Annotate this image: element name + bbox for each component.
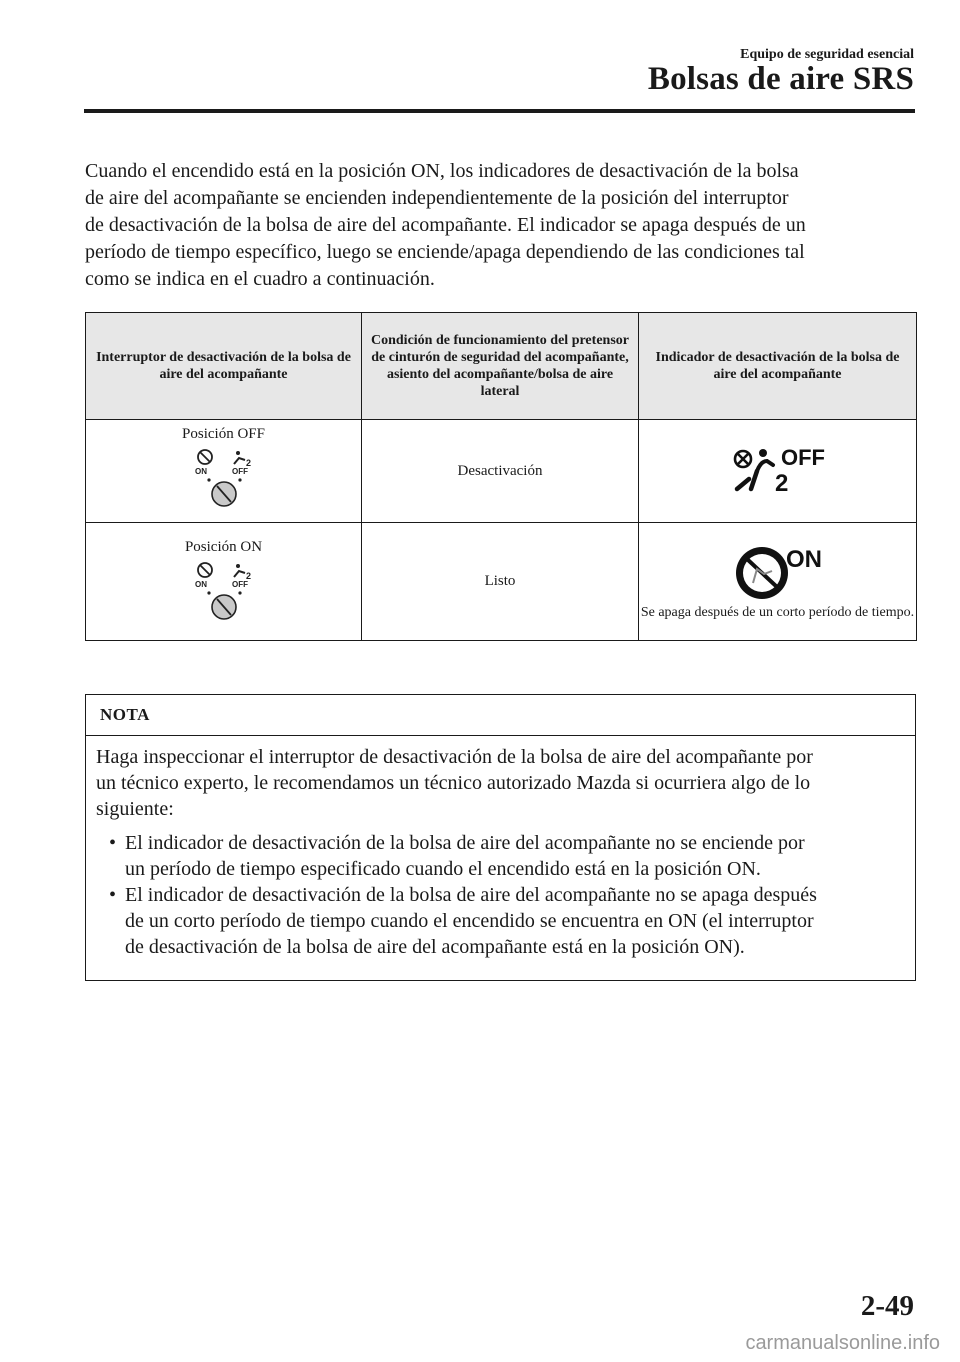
bullet-line: de un corto período de tiempo cuando el encendido se encuentra en ON (el interruptor [125,910,814,932]
airbag-switch-off-icon [179,447,269,509]
page-number: 2-49 [860,1290,914,1322]
note-box [85,694,916,981]
switch-digit: 2 [245,458,251,468]
indicator-on-text: ON [785,545,822,573]
switch-off-label: OFF [231,467,248,476]
indicator-digit: 2 [774,470,788,497]
bullet-dot: • [109,832,117,854]
intro-line: de aire del acompañante se encienden independientemente de la posición del interruptor [85,187,789,209]
note-line: siguiente: [96,798,174,820]
intro-paragraph [85,158,925,293]
section-kicker: Equipo de seguridad esencial [740,47,914,62]
table-row [86,420,917,523]
switch-on-label: ON [194,467,207,476]
bullet-line: El indicador de desactivación de la bolsa de aire del acompañante no se enciende por [125,832,805,854]
header-rule [84,109,915,113]
indicator-cell [639,523,917,641]
switch-cell [86,523,362,641]
note-line: Haga inspeccionar el interruptor de desactivación de la bolsa de aire del acompañante por [96,746,813,768]
bullet-line: de desactivación de la bolsa de aire del acompañante está en la posición ON). [125,936,745,958]
note-bullet-list [96,830,905,960]
switch-on-label: ON [194,580,207,589]
indicator-caption: Se apaga después de un corto período de tiempo. [640,604,915,620]
indicator-cell [639,420,917,523]
note-body [86,736,915,960]
switch-cell [86,420,362,523]
condition-cell: Listo [362,523,639,641]
bullet-line: un período de tiempo especificado cuando el encendido está en la posición ON. [125,858,761,880]
airbag-switch-on-icon [179,560,269,622]
intro-line: de desactivación de la bolsa de aire del acompañante. El indicador se apaga después de un [85,214,806,236]
intro-line: como se indica en el cuadro a continuación. [85,268,435,290]
note-line: un técnico experto, le recomendamos un técnico autorizado Mazda si ocurriera algo de lo [96,772,811,794]
list-item [96,830,905,882]
list-item [96,882,905,960]
intro-line: período de tiempo específico, luego se enciende/apaga dependiendo de las condiciones tal [85,241,805,263]
switch-off-label: OFF [231,580,248,589]
switch-position-label: Posición OFF [182,426,265,442]
col-header-condition: Condición de funcionamiento del pretensor de cinturón de seguridad del acompañante, asiento del acompañante/bolsa de aire lateral [362,313,639,420]
passenger-airbag-off-indicator-icon [723,441,833,501]
passenger-airbag-on-indicator-icon [728,543,828,603]
intro-line: Cuando el encendido está en la posición ON, los indicadores de desactivación de la bolsa [85,160,799,182]
note-title: NOTA [86,695,915,736]
page-title: Bolsas de aire SRS [647,61,914,97]
col-header-indicator: Indicador de desactivación de la bolsa de aire del acompañante [639,313,917,420]
table-row [86,523,917,641]
watermark-text[interactable]: carmanualsonline.info [745,1332,940,1354]
col-header-switch: Interruptor de desactivación de la bolsa de aire del acompañante [86,313,362,420]
switch-digit: 2 [245,571,251,581]
condition-cell: Desactivación [362,420,639,523]
table-header-row [86,313,917,420]
indicator-off-text: OFF [780,445,825,470]
bullet-line: El indicador de desactivación de la bolsa de aire del acompañante no se apaga después [125,884,817,906]
switch-position-label: Posición ON [184,539,263,555]
bullet-dot: • [109,884,117,906]
airbag-status-table [85,312,917,641]
